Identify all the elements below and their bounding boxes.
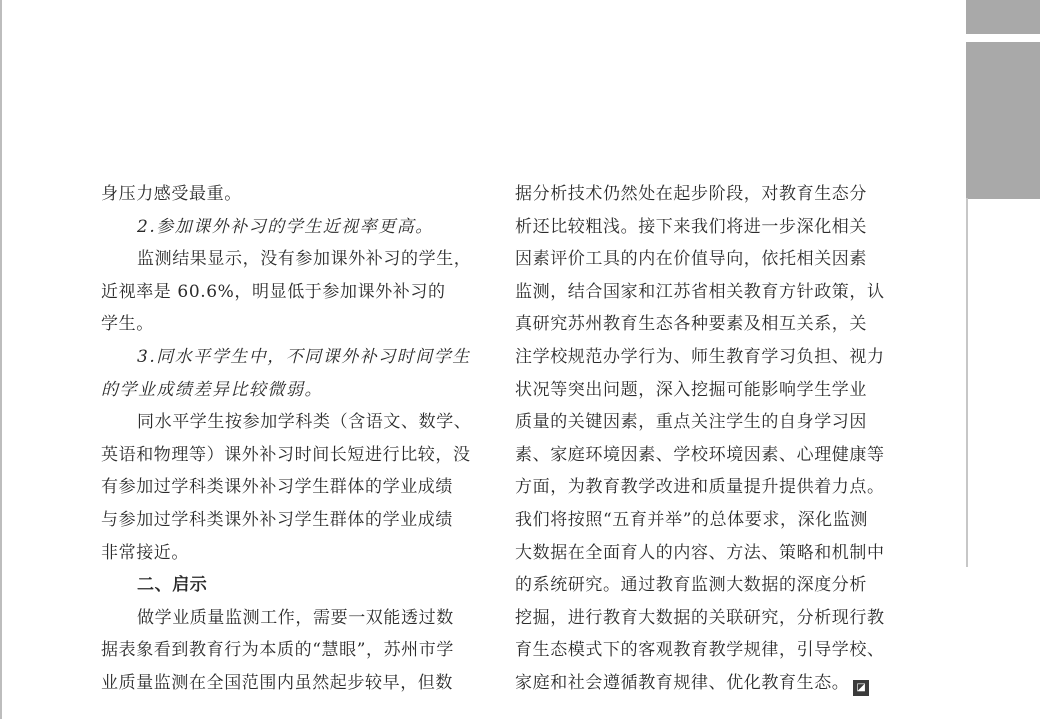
paragraph-line: 质量的关键因素，重点关注学生的自身学习因 bbox=[515, 412, 867, 433]
paragraph-line: 监测，结合国家和江苏省相关教育方针政策，认 bbox=[515, 281, 885, 302]
paragraph-line: 学生。 bbox=[101, 314, 154, 335]
paragraph-line: 业质量监测在全国范围内虽然起步较早，但数 bbox=[101, 672, 453, 693]
paragraph-line: 育生态模式下的客观教育教学规律，引导学校、 bbox=[515, 640, 885, 661]
paragraph-line: 做学业质量监测工作，需要一双能透过数 bbox=[137, 607, 454, 628]
end-of-article-square-icon: ◪ bbox=[853, 680, 869, 696]
paragraph-line: 真研究苏州教育生态各种要素及相互关系，关 bbox=[515, 314, 867, 335]
paragraph-line: 同水平学生按参加学科类（含语文、数学、 bbox=[137, 412, 472, 433]
paragraph-line: 有参加过学科类课外补习学生群体的学业成绩 bbox=[101, 477, 453, 498]
right-text-column bbox=[515, 178, 895, 700]
paragraph-line-last bbox=[515, 667, 895, 700]
paragraph-line: 注学校规范办学行为、师生教育学习负担、视力 bbox=[515, 346, 885, 367]
left-text-column bbox=[101, 178, 481, 700]
paragraph-line: 监测结果显示，没有参加课外补习的学生， bbox=[137, 249, 472, 270]
paragraph-line: 素、家庭环境因素、学校环境因素、心理健康等 bbox=[515, 444, 885, 465]
paragraph-line: 英语和物理等）课外补习时间长短进行比较，没 bbox=[101, 444, 471, 465]
paragraph-line: 据表象看到教育行为本质的“慧眼”，苏州市学 bbox=[101, 640, 454, 661]
paragraph-line-text: 家庭和社会遵循教育规律、优化教育生态。 bbox=[515, 672, 850, 693]
paragraph-line: 因素评价工具的内在价值导向，依托相关因素 bbox=[515, 249, 867, 270]
paragraph-line: 析还比较粗浅。接下来我们将进一步深化相关 bbox=[515, 216, 867, 237]
paragraph-line: 状况等突出问题，深入挖掘可能影响学生学业 bbox=[515, 379, 867, 400]
subheading-line: 2.参加课外补习的学生近视率更高。 bbox=[137, 216, 434, 237]
paragraph-line: 大数据在全面育人的内容、方法、策略和机制中 bbox=[515, 542, 885, 563]
section-heading: 二、启示 bbox=[137, 575, 208, 596]
paragraph-line: 的系统研究。通过教育监测大数据的深度分析 bbox=[515, 575, 867, 596]
paragraph-line: 与参加过学科类课外补习学生群体的学业成绩 bbox=[101, 509, 453, 530]
page-edge-tab-top bbox=[966, 0, 1040, 34]
page-edge-tab bbox=[966, 42, 1040, 199]
subheading-line: 的学业成绩差异比较微弱。 bbox=[101, 379, 323, 400]
paragraph-line: 挖掘，进行教育大数据的关联研究，分析现行教 bbox=[515, 607, 885, 628]
paragraph-line: 我们将按照“五育并举”的总体要求，深化监测 bbox=[515, 509, 868, 530]
paragraph-line: 近视率是 60.6%，明显低于参加课外补习的 bbox=[101, 281, 446, 302]
page-edge-rule bbox=[966, 198, 968, 567]
subheading-line: 3.同水平学生中，不同课外补习时间学生 bbox=[137, 346, 471, 367]
paragraph-line: 方面，为教育教学改进和质量提升提供着力点。 bbox=[515, 477, 885, 498]
paragraph-line: 身压力感受最重。 bbox=[101, 184, 242, 204]
paragraph-line: 非常接近。 bbox=[101, 542, 189, 563]
paragraph-line: 据分析技术仍然处在起步阶段，对教育生态分 bbox=[515, 184, 867, 204]
page-left-border bbox=[0, 0, 2, 719]
